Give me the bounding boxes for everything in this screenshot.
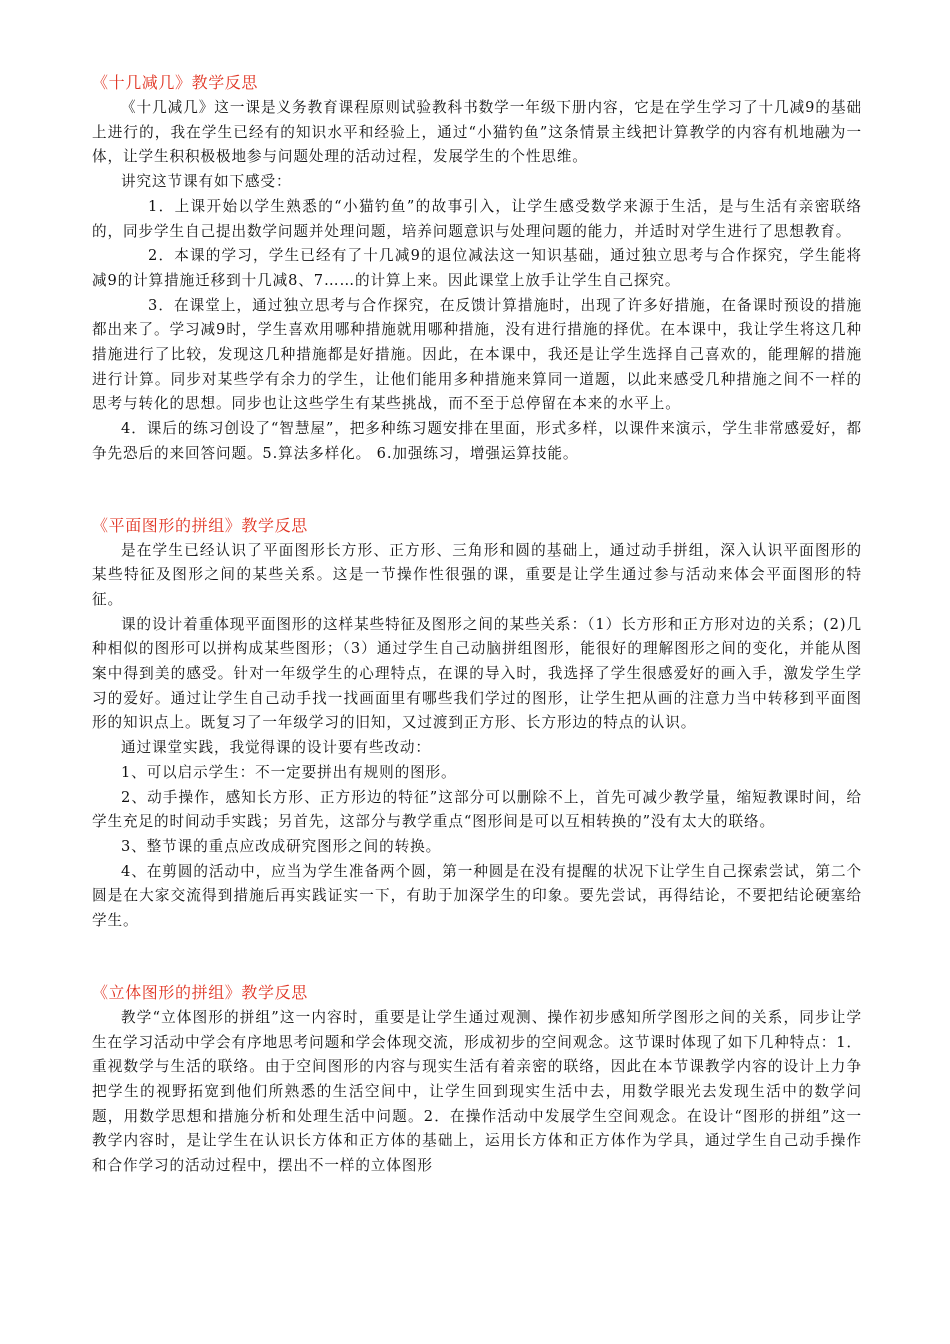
paragraph: 2、动手操作，感知长方形、正方形边的特征”这部分可以删除不上，首先可减少教学量，缩短教课时间，给学生充足的时间动手实践；另首先，这部分与教学重点“图形间是可以互相转换的”没有太大的联络。 <box>92 788 862 831</box>
paragraph: 《十几减几》这一课是义务教育课程原则试验教科书数学一年级下册内容，它是在学生学习了十几减9的基础上进行的，我在学生已经有的知识水平和经验上，通过“小猫钓鱼”这条情景主线把计算教学的内容有机地融为一体，让学生积积极极地参与问题处理的活动过程，发展学生的个性思维。 <box>92 99 862 166</box>
section-gap <box>92 934 862 980</box>
paragraph: 讲究这节课有如下感受： <box>121 173 292 191</box>
paragraph: 3、整节课的重点应改成研究图形之间的转换。 <box>121 837 442 855</box>
paragraph: 1．上课开始以学生熟悉的“小猫钓鱼”的故事引入，让学生感受数学来源于生活，是与生活有亲密联络的，同步学生自己提出数学问题并处理问题，培养问题意识与处理问题的能力，并适时对学生进行了思想教育。 <box>92 197 862 240</box>
paragraph: 4、在剪圆的活动中，应当为学生准备两个圆，第一种圆是在没有提醒的状况下让学生自己探索尝试，第二个圆是在大家交流得到措施后再实践证实一下，有助于加深学生的印象。要先尝试，再得结论，不要把结论硬塞给学生。 <box>92 862 862 930</box>
paragraph: 通过课堂实践，我觉得课的设计要有些改动： <box>121 739 431 757</box>
paragraph: 课的设计着重体现平面图形的这样某些特征及图形之间的某些关系：（1）长方形和正方形对边的关系；(2)几种相似的图形可以拼构成某些图形；（3）通过学生自己动脑拼组图形，能很好的理解图形之间的变化，并能从图案中得到美的感受。针对一年级学生的心理特点，在课的导入时，我选择了学生很感爱好的画入手，激发学生学习的爱好。通过让学生自己动手找一找画面里有哪些我们学过的图形，让学生把从画的注意力当中转移到平面图形的知识点上。既复习了一年级学习的旧知，又过渡到正方形、长方形边的特点的认识。 <box>92 615 862 732</box>
section-title-3: 《立体图形的拼组》教学反思 <box>92 982 308 1002</box>
paragraph: 2．本课的学习，学生已经有了十几减9的退位减法这一知识基础，通过独立思考与合作探究，学生能将减9的计算措施迁移到十几减8、7……的计算上来。因此课堂上放手让学生自己探究。 <box>92 247 862 289</box>
document-page <box>92 70 862 1179</box>
section-title-2: 《平面图形的拼组》教学反思 <box>92 515 308 535</box>
paragraph: 教学“立体图形的拼组”这一内容时，重要是让学生通过观测、操作初步感知所学图形之间的关系，同步让学生在学习活动中学会有序地思考问题和学会体现交流，形成初步的空间观念。这节课时体现了如下几种特点：1．重视数学与生活的联络。由于空间图形的内容与现实生活有着亲密的联络，因此在本节课教学内容的设计上力争把学生的视野拓宽到他们所熟悉的生活空间中，让学生回到现实生活中去，用数学眼光去发现生活中的数学问题，用数学思想和措施分析和处理生活中问题。2．在操作活动中发展学生空间观念。在设计“图形的拼组”这一教学内容时，是让学生在认识长方体和正方体的基础上，运用长方体和正方体作为学具，通过学生自己动手操作和合作学习的活动过程中，摆出不一样的立体图形 <box>92 1008 862 1175</box>
section-title-1: 《十几减几》教学反思 <box>92 73 259 92</box>
paragraph: 3．在课堂上，通过独立思考与合作探究，在反馈计算措施时，出现了许多好措施，在备课时预设的措施都出来了。学习减9时，学生喜欢用哪种措施就用哪种措施，没有进行措施的择优。在本课中，我让学生将这几种措施进行了比较，发现这几种措施都是好措施。因此，在本课中，我还是让学生选择自己喜欢的，能理解的措施进行计算。同步对某些学有余力的学生，让他们能用多种措施来算同一道题，以此来感受几种措施之间不一样的思考与转化的思想。同步也让这些学生有某些挑战，而不至于总停留在本来的水平上。 <box>92 296 862 413</box>
paragraph: 1、可以启示学生：不一定要拼出有规则的图形。 <box>121 763 457 781</box>
paragraph: 是在学生已经认识了平面图形长方形、正方形、三角形和圆的基础上，通过动手拼组，深入认识平面图形的某些特征及图形之间的某些关系。这是一节操作性很强的课，重要是让学生通过参与活动来体会平面图形的特征。 <box>92 541 862 608</box>
paragraph: 4．课后的练习创设了“智慧屋”，把多种练习题安排在里面，形式多样，以课件来演示，学生非常感爱好，都争先恐后的来回答问题。5.算法多样化。 6.加强练习，增强运算技能。 <box>92 420 862 462</box>
section-gap <box>92 467 862 513</box>
